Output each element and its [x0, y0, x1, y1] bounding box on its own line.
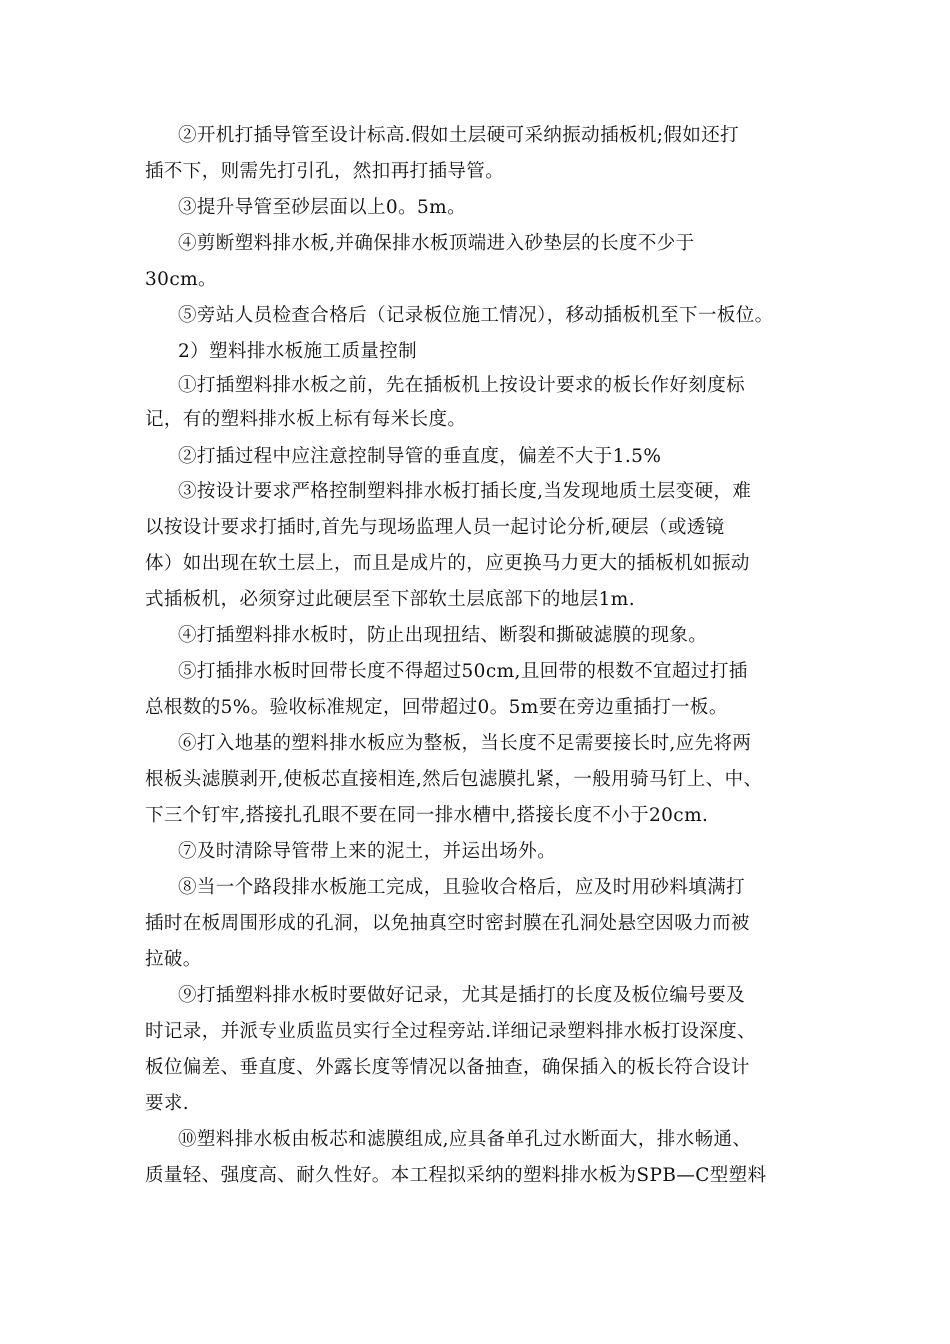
text-line: ③按设计要求严格控制塑料排水板打插长度,当发现地质土层变硬，难	[178, 481, 752, 502]
text-line: ④剪断塑料排水板,并确保排水板顶端进入砂垫层的长度不少于	[178, 233, 695, 254]
text-line: 下三个钉牢,搭接扎孔眼不要在同一排水槽中,搭接长度不小于20cm.	[145, 805, 709, 826]
text-line: ⑨打插塑料排水板时要做好记录，尤其是插打的长度及板位编号要及	[178, 985, 746, 1006]
text-line: ④打插塑料排水板时，防止出现扭结、断裂和撕破滤膜的现象。	[178, 625, 708, 646]
text-line: 板位偏差、垂直度、外露长度等情况以备抽查，确保插入的板长符合设计	[145, 1057, 750, 1078]
text-line: ③提升导管至砂层面以上0。5m。	[178, 197, 466, 218]
text-line: ⑥打入地基的塑料排水板应为整板，当长度不足需要接长时,应先将两	[178, 733, 752, 754]
text-line: ⑤打插排水板时回带长度不得超过50cm,且回带的根数不宜超过打插	[178, 661, 748, 682]
text-line: 拉破。	[145, 949, 202, 970]
text-line: ⑧当一个路段排水板施工完成，且验收合格后，应及时用砂料填满打	[178, 877, 746, 898]
text-line: 质量轻、强度高、耐久性好。本工程拟采纳的塑料排水板为SPB—C型塑料	[145, 1165, 767, 1186]
text-line: 根板头滤膜剥开,使板芯直接相连,然后包滤膜扎紧，一般用骑马钉上、中、	[145, 769, 763, 790]
text-line: 总根数的5%。验收标准规定，回带超过0。5m要在旁边重插打一板。	[145, 697, 728, 718]
section-heading: 2）塑料排水板施工质量控制	[178, 341, 417, 362]
text-line: 体）如出现在软土层上，而且是成片的，应更换马力更大的插板机如振动	[145, 553, 750, 574]
text-line: 插不下，则需先打引孔，然扣再打插导管。	[145, 161, 505, 182]
text-line: 以按设计要求打插时,首先与现场监理人员一起讨论分析,硬层（或透镜	[145, 517, 725, 538]
text-line: ⑦及时清除导管带上来的泥土，并运出场外。	[178, 841, 557, 862]
text-line: ⑤旁站人员检查合格后（记录板位施工情况），移动插板机至下一板位。	[178, 305, 774, 326]
text-line: ⑩塑料排水板由板芯和滤膜组成,应具备单孔过水断面大，排水畅通、	[178, 1129, 752, 1150]
text-line: 30cm。	[145, 269, 217, 290]
text-line: ①打插塑料排水板之前，先在插板机上按设计要求的板长作好刻度标	[178, 375, 746, 396]
text-line: 插时在板周围形成的孔洞，以免抽真空时密封膜在孔洞处悬空因吸力而被	[145, 913, 750, 934]
text-line: 时记录，并派专业质监员实行全过程旁站.详细记录塑料排水板打设深度、	[145, 1021, 757, 1042]
text-line: 要求.	[145, 1093, 190, 1114]
text-line: 式插板机，必须穿过此硬层至下部软土层底部下的地层1m.	[145, 589, 635, 610]
text-line: ②打插过程中应注意控制导管的垂直度，偏差不大于1.5%	[178, 446, 662, 467]
text-line: 记，有的塑料排水板上标有每米长度。	[145, 409, 467, 430]
text-line: ②开机打插导管至设计标高.假如土层硬可采纳振动插板机;假如还打	[178, 125, 740, 146]
